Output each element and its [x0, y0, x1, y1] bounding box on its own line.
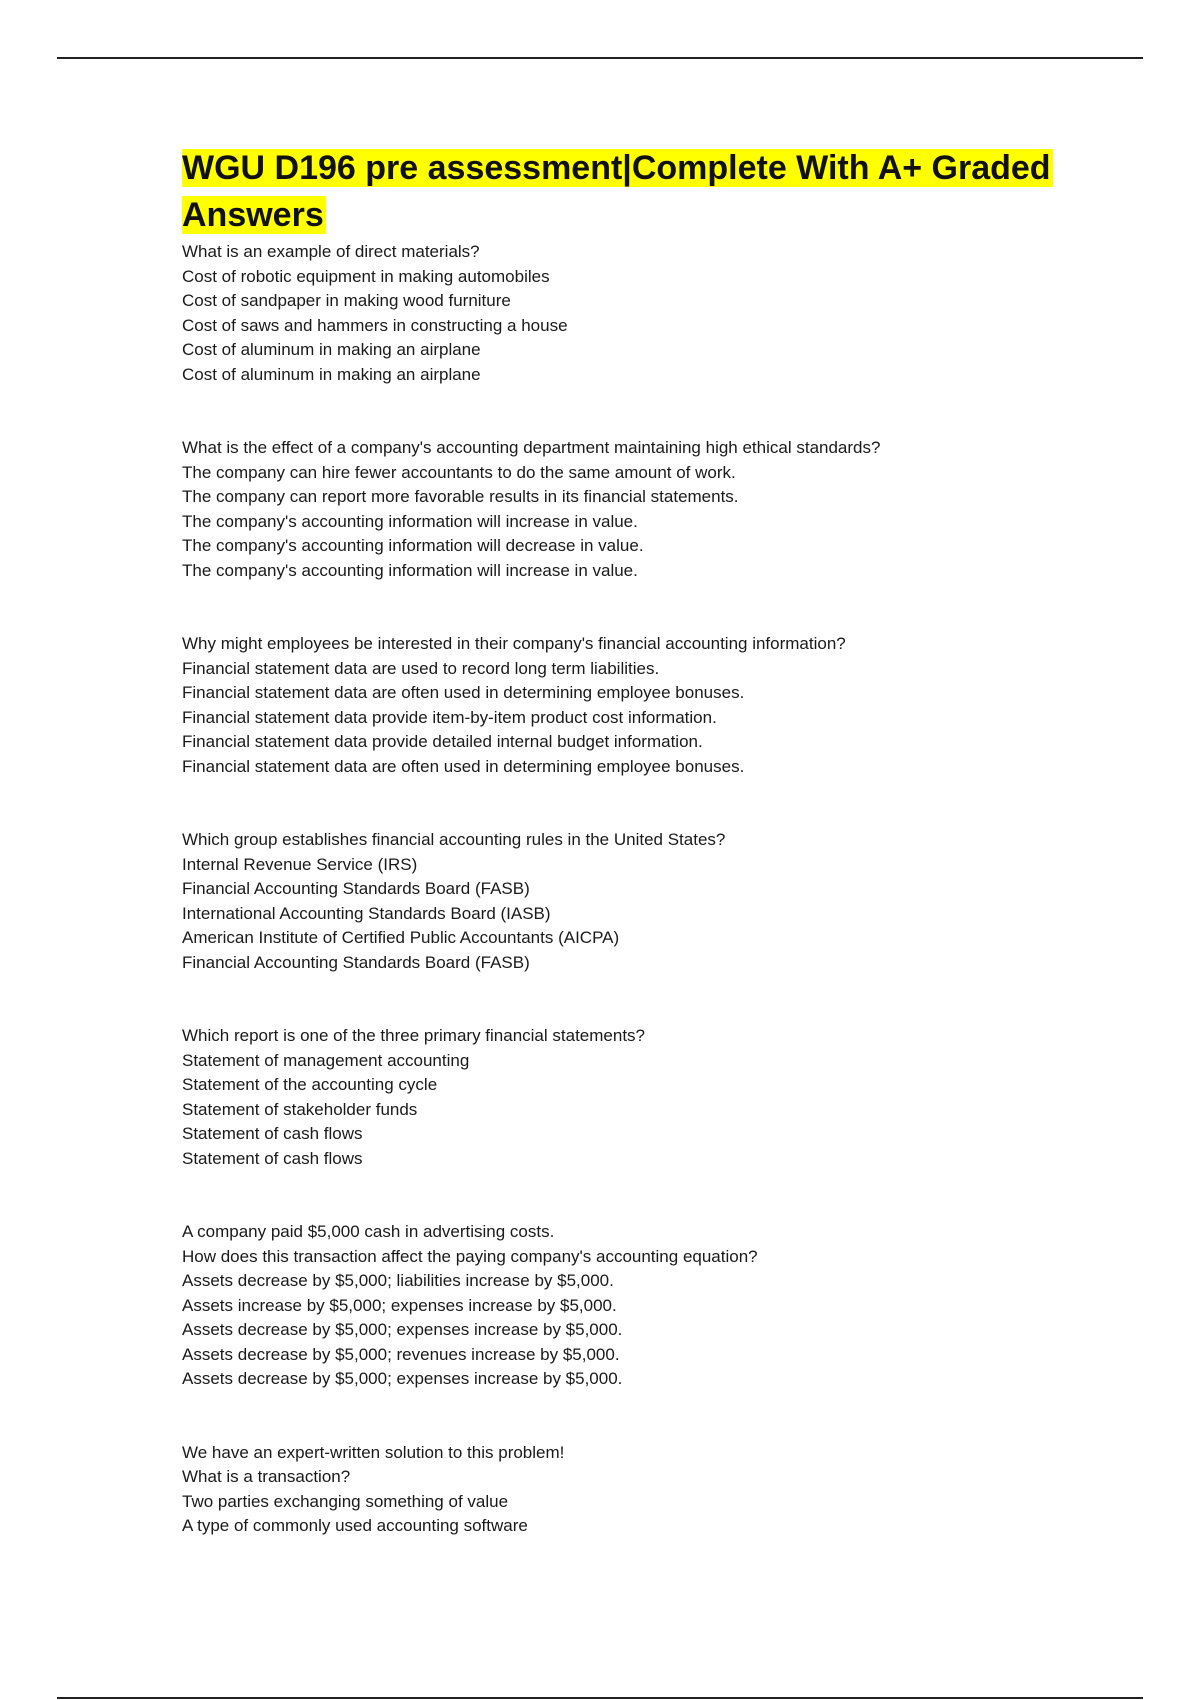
answer-line: Financial Accounting Standards Board (FASB) — [182, 952, 530, 972]
question-text: A company paid $5,000 cash in advertising costs. — [182, 1222, 555, 1241]
answer-line: Cost of aluminum in making an airplane — [182, 340, 481, 359]
answer-line: The company can hire fewer accountants to do the same amount of work. — [182, 462, 736, 482]
question-text: What is the effect of a company's accounting department maintaining high ethical standards? — [182, 438, 881, 457]
answer-line: American Institute of Certified Public Accountants (AICPA) — [182, 928, 620, 947]
answer-line: Assets decrease by $5,000; revenues increase by $5,000. — [182, 1344, 620, 1364]
answer-line: Assets decrease by $5,000; liabilities increase by $5,000. — [182, 1271, 614, 1290]
answer-line: Assets increase by $5,000; expenses increase by $5,000. — [182, 1295, 617, 1315]
answer-line: The company's accounting information will decrease in value. — [182, 536, 644, 555]
question-block — [182, 1024, 1082, 1171]
answer-line: Statement of cash flows — [182, 1148, 363, 1168]
header-rule — [57, 57, 1143, 59]
question-spacer — [182, 1171, 1082, 1220]
document-title — [182, 145, 1082, 239]
answer-line: Financial Accounting Standards Board (FASB) — [182, 879, 530, 898]
answer-line: Cost of aluminum in making an airplane — [182, 364, 481, 384]
answer-line: Assets decrease by $5,000; expenses increase by $5,000. — [182, 1320, 623, 1339]
question-block — [182, 436, 1082, 583]
answer-line: Statement of management accounting — [182, 1050, 470, 1070]
document-body — [182, 145, 1082, 1539]
answer-line: A type of commonly used accounting software — [182, 1516, 528, 1535]
answer-line: The company's accounting information will increase in value. — [182, 560, 638, 580]
answer-line: What is a transaction? — [182, 1467, 351, 1486]
answer-line: Cost of robotic equipment in making automobiles — [182, 266, 550, 286]
question-block — [182, 240, 1082, 387]
question-spacer — [182, 583, 1082, 632]
answer-line: Financial statement data provide detailed internal budget information. — [182, 732, 703, 751]
question-block — [182, 632, 1082, 779]
question-text: We have an expert-written solution to this problem! — [182, 1442, 565, 1462]
question-text: Which group establishes financial accounting rules in the United States? — [182, 830, 726, 849]
question-text: What is an example of direct materials? — [182, 242, 480, 261]
answer-line: Statement of cash flows — [182, 1124, 363, 1143]
answer-line: Two parties exchanging something of value — [182, 1491, 509, 1511]
question-list — [182, 240, 1082, 1539]
answer-line: Financial statement data are used to record long term liabilities. — [182, 658, 660, 678]
question-block — [182, 1441, 1082, 1539]
question-text: Why might employees be interested in their company's financial accounting information? — [182, 634, 846, 653]
question-spacer — [182, 779, 1082, 828]
answer-line: Cost of sandpaper in making wood furniture — [182, 291, 511, 310]
answer-line: Internal Revenue Service (IRS) — [182, 854, 418, 874]
answer-line: Statement of the accounting cycle — [182, 1075, 438, 1094]
answer-line: Financial statement data are often used in determining employee bonuses. — [182, 756, 745, 776]
answer-line: How does this transaction affect the paying company's accounting equation? — [182, 1246, 758, 1266]
question-spacer — [182, 975, 1082, 1024]
footer-rule — [57, 1697, 1143, 1699]
answer-line: Financial statement data are often used in determining employee bonuses. — [182, 683, 745, 702]
question-spacer — [182, 1392, 1082, 1441]
question-text: Which report is one of the three primary financial statements? — [182, 1026, 645, 1045]
answer-line: Cost of saws and hammers in constructing a house — [182, 315, 568, 335]
answer-line: International Accounting Standards Board (IASB) — [182, 903, 551, 923]
question-spacer — [182, 387, 1082, 436]
question-block — [182, 1220, 1082, 1392]
answer-line: The company's accounting information will increase in value. — [182, 511, 638, 531]
answer-line: Assets decrease by $5,000; expenses increase by $5,000. — [182, 1369, 623, 1388]
answer-line: Statement of stakeholder funds — [182, 1099, 418, 1119]
title-highlight: WGU D196 pre assessment|Complete With A+ Graded Answers — [182, 149, 1051, 234]
answer-line: The company can report more favorable results in its financial statements. — [182, 487, 739, 506]
question-block — [182, 828, 1082, 975]
answer-line: Financial statement data provide item-by-item product cost information. — [182, 707, 717, 727]
